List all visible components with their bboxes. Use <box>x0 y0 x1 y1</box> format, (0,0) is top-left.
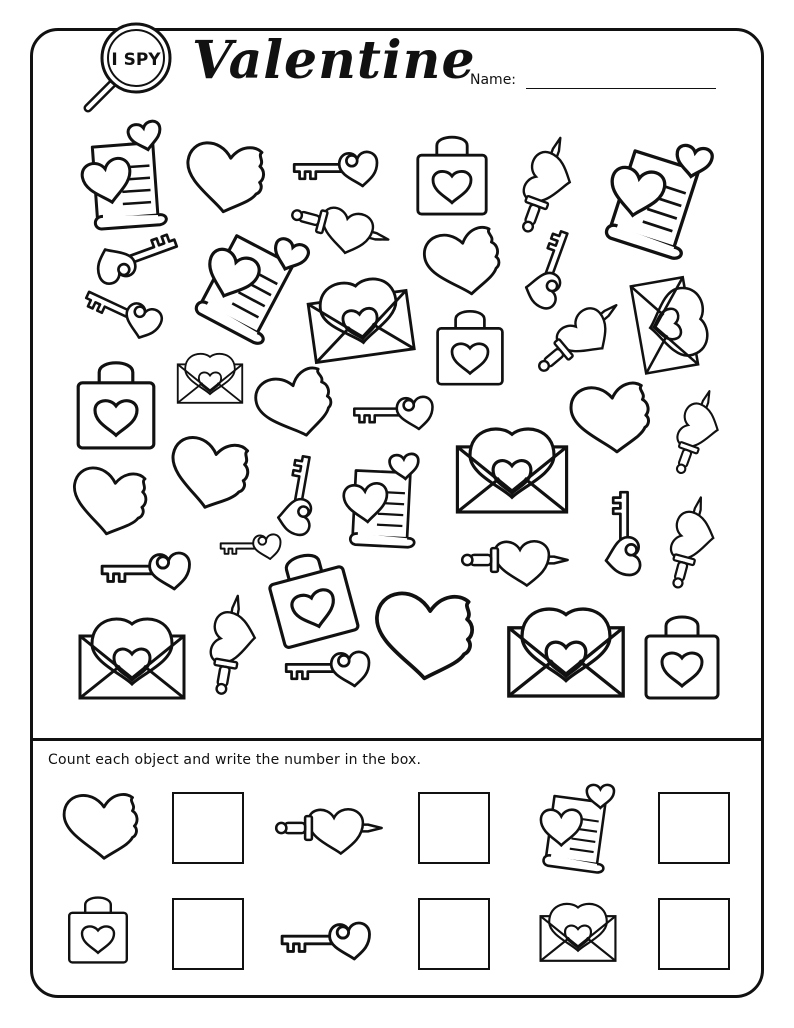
section-divider <box>30 738 764 741</box>
i-spy-badge-text: I SPY <box>111 50 161 70</box>
scene-bitten-heart <box>569 382 651 456</box>
scene-bitten-heart <box>67 464 150 540</box>
scene-sword <box>665 386 729 480</box>
answer-box-heart-sword[interactable] <box>418 792 490 864</box>
answer-box-heart-envelope[interactable] <box>658 898 730 970</box>
scene-envelope <box>306 274 414 362</box>
scene-envelope <box>80 619 184 698</box>
answer-box-heart-bag[interactable] <box>172 898 244 970</box>
scene-bitten-heart <box>182 139 267 216</box>
scene-key <box>521 227 578 311</box>
scene-scroll <box>341 453 426 552</box>
scene-key <box>286 652 369 686</box>
scene-bag <box>438 311 503 384</box>
scene-envelope <box>631 275 713 374</box>
name-label: Name: <box>470 72 517 88</box>
count-bitten-heart-icon <box>64 794 137 858</box>
scene-scroll <box>74 120 180 239</box>
count-heart-envelope-icon <box>541 904 616 961</box>
scene-key <box>102 553 189 589</box>
scene-sword <box>203 593 261 698</box>
scene-key <box>221 534 281 559</box>
answer-box-bitten-heart[interactable] <box>172 792 244 864</box>
answer-box-heart-key[interactable] <box>418 898 490 970</box>
count-heart-key-icon <box>282 923 369 959</box>
scene-envelope <box>178 354 242 403</box>
count-heart-bag-icon <box>69 898 127 963</box>
answer-box-love-letter[interactable] <box>658 792 730 864</box>
scene-bag <box>418 137 486 214</box>
count-instructions: Count each object and write the number in the box. <box>48 752 422 768</box>
scene-key <box>606 492 640 575</box>
scene-bag <box>78 363 154 448</box>
scene-bag <box>646 617 718 698</box>
scene-bitten-heart <box>164 433 253 515</box>
scene-scroll <box>601 134 714 262</box>
worksheet-title: Valentine <box>192 30 476 91</box>
scene-bitten-heart <box>421 225 504 301</box>
scene-key <box>354 397 432 429</box>
count-love-letter-icon <box>541 785 614 873</box>
scene-bitten-heart <box>251 365 338 446</box>
scene-envelope <box>509 609 623 696</box>
scene-envelope <box>457 429 566 512</box>
scene-sword <box>661 493 723 593</box>
scene-sword <box>462 541 567 585</box>
scene-key <box>276 454 321 537</box>
scene-bitten-heart <box>372 590 475 682</box>
scene-key <box>92 226 181 286</box>
count-heart-sword-icon <box>276 809 381 853</box>
scene-scroll <box>189 217 311 350</box>
scene-sword <box>510 132 583 239</box>
scene-key <box>80 281 164 343</box>
scene-key <box>294 152 377 186</box>
scene-bag <box>264 547 359 649</box>
